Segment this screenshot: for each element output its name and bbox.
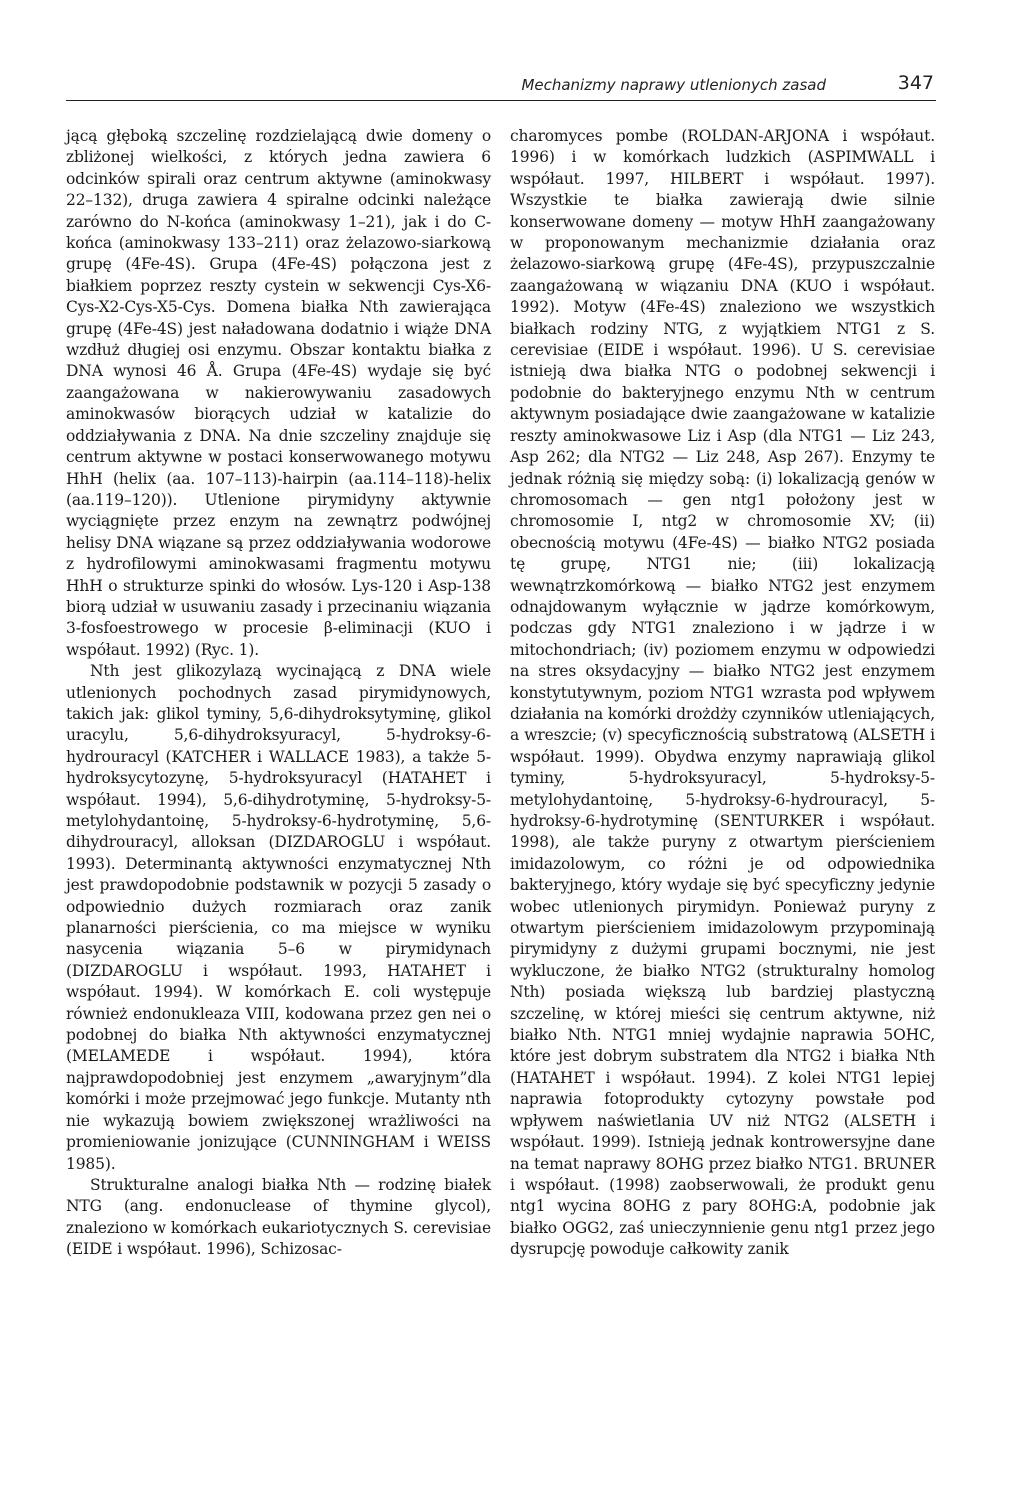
paragraph: Nth jest glikozylazą wycinającą z DNA wiele utlenionych pochodnych zasad pirymidynowych, takich jak: glikol tyminy, 5,6-dihydroksytyminę, glikol uracylu, 5,6-dihydroksyuracyl, 5-hydroksy-6-hydrouracyl (KATCHER i WALLACE 1983), a także 5-hydroksycytozynę, 5-hydroksyuracyl (HATAHET i współaut. 1994), 5,6-dihydrotyminę, 5-hydroksy-5-metylohydantoinę, 5-hydroksy-6-hydrotyminę, 5,6-dihydrouracyl, alloksan (DIZDAROGLU i współaut. 1993). Determinantą aktywności enzymatycznej Nth jest prawdopodobnie podstawnik w pozycji 5 zasady o odpowiednio dużych rozmiarach oraz zanik planarności pierścienia, co ma miejsce w wyniku nasycenia wiązania 5–6 w pirymidynach (DIZDAROGLU i współaut. 1993, HATAHET i współaut. 1994). W komórkach E. coli występuje również endonukleaza VIII, kodowana przez gen nei o podobnej do białka Nth aktywności enzymatycznej (MELAMEDE i współaut. 1994), która najprawdopodobniej jest enzymem „awaryjnym”dla komórki i może przejmować jego funkcje. Mutanty nth nie wykazują bowiem zwiększonej wrażliwości na promieniowanie jonizujące (CUNNINGHAM i WEISS 1985).	[66, 662, 491, 1173]
running-header	[66, 74, 936, 101]
page-number: 347	[897, 72, 934, 94]
paragraph: Strukturalne analogi białka Nth — rodzinę białek NTG (ang. endonuclease of thymine glycol), znaleziono w komórkach eukariotycznych S. cerevisiae (EIDE i współaut. 1996), Schizosac-	[66, 1175, 491, 1259]
left-column	[66, 126, 491, 1261]
right-column	[510, 126, 935, 1261]
paragraph: charomyces pombe (ROLDAN-ARJONA i współaut. 1996) i w komórkach ludzkich (ASPIMWALL i współaut. 1997, HILBERT i współaut. 1997). Wszystkie te białka zawierają dwie silnie konserwowane domeny — motyw HhH zaangażowany w proponowanym mechanizmie działania oraz żelazowo-siarkową grupę (4Fe-4S), przypuszczalnie zaangażowaną w wiązaniu DNA (KUO i współaut. 1992). Motyw (4Fe-4S) znaleziono we wszystkich białkach rodziny NTG, z wyjątkiem NTG1 z S. cerevisiae (EIDE i współaut. 1996). U S. cerevisiae istnieją dwa białka NTG o podobnej sekwencji i podobnie do bakteryjnego enzymu Nth w centrum aktywnym posiadające dwie zaangażowane w katalizie reszty aminokwasowe Liz i Asp (dla NTG1 — Liz 243, Asp 262; dla NTG2 — Liz 248, Asp 267). Enzymy te jednak różnią się między sobą: (i) lokalizacją genów w chromosomach — gen ntg1 położony jest w chromosomie I, ntg2 w chromosomie XV; (ii) obecnością motywu (4Fe-4S) — białko NTG2 posiada tę grupę, NTG1 nie; (iii) lokalizacją wewnątrzkomórkową — białko NTG2 jest enzymem odnajdowanym wyłącznie w jądrze komórkowym, podczas gdy NTG1 znaleziono i w jądrze i w mitochondriach; (iv) poziomem enzymu w odpowiedzi na stres oksydacyjny — białko NTG2 jest enzymem konstytutywnym, poziom NTG1 wzrasta pod wpływem działania na komórki drożdży czynników utleniających, a wreszcie; (v) specyficznością substratową (ALSETH i współaut. 1999). Obydwa enzymy naprawiają glikol tyminy, 5-hydroksyuracyl, 5-hydroksy-5-metylohydantoinę, 5-hydroksy-6-hydrouracyl, 5-hydroksy-6-hydrotyminę (SENTURKER i współaut. 1998), ale także puryny z otwartym pierścieniem imidazolowym, co różni je od odpowiednika bakteryjnego, który wydaje się być specyficzny jedynie wobec utlenionych pirymidyn. Ponieważ puryny z otwartym pierścieniem imidazolowym przypominają pirymidyny z dużymi grupami bocznymi, nie jest wykluczone, że białko NTG2 (strukturalny homolog Nth) posiada większą lub bardziej plastyczną szczelinę, w której mieści się centrum aktywne, niż białko Nth. NTG1 mniej wydajnie naprawia 5OHC, które jest dobrym substratem dla NTG2 i białka Nth (HATAHET i współaut. 1994). Z kolei NTG1 lepiej naprawia fotoprodukty cytozyny powstałe pod wpływem naświetlania UV niż NTG2 (ALSETH i współaut. 1999). Istnieją jednak kontrowersyjne dane na temat naprawy 8OHG przez białko NTG1. BRUNER i współaut. (1998) zaobserwowali, że produkt genu ntg1 wycina 8OHG z pary 8OHG:A, podobnie jak białko OGG2, zaś unieczynnienie genu ntg1 przez jego dysrupcję powoduje całkowity zanik	[510, 127, 935, 1259]
paragraph: jącą głęboką szczelinę rozdzielającą dwie domeny o zbliżonej wielkości, z których jedna zawiera 6 odcinków spirali oraz centrum aktywne (aminokwasy 22–132), druga zawiera 4 spiralne odcinki należące zarówno do N-końca (aminokwasy 1–21), jak i do C-końca (aminokwasy 133–211) oraz żelazowo-siarkową grupę (4Fe-4S). Grupa (4Fe-4S) połączona jest z białkiem poprzez reszty cystein w sekwencji Cys-X6-Cys-X2-Cys-X5-Cys. Domena białka Nth zawierająca grupę (4Fe-4S) jest naładowana dodatnio i wiąże DNA wzdłuż długiej osi enzymu. Obszar kontaktu białka z DNA wynosi 46 Å. Grupa (4Fe-4S) wydaje się być zaangażowana w nakierowywaniu zasadowych aminokwasów biorących udział w katalizie do oddziaływania z DNA. Na dnie szczeliny znajduje się centrum aktywne w postaci konserwowanego motywu HhH (helix (aa. 107–113)-hairpin (aa.114–118)-helix (aa.119–120)). Utlenione pirymidyny aktywnie wyciągnięte przez enzym na zewnątrz podwójnej helisy DNA wiązane są przez oddziaływania wodorowe z hydrofilowymi aminokwasami fragmentu motywu HhH o strukturze spinki do włosów. Lys-120 i Asp-138 biorą udział w usuwaniu zasady i przecinaniu wiązania 3-fosfoestrowego w procesie β-eliminacji (KUO i współaut. 1992) (Ryc. 1).	[66, 127, 491, 659]
running-title: Mechanizmy naprawy utlenionych zasad	[521, 76, 826, 94]
